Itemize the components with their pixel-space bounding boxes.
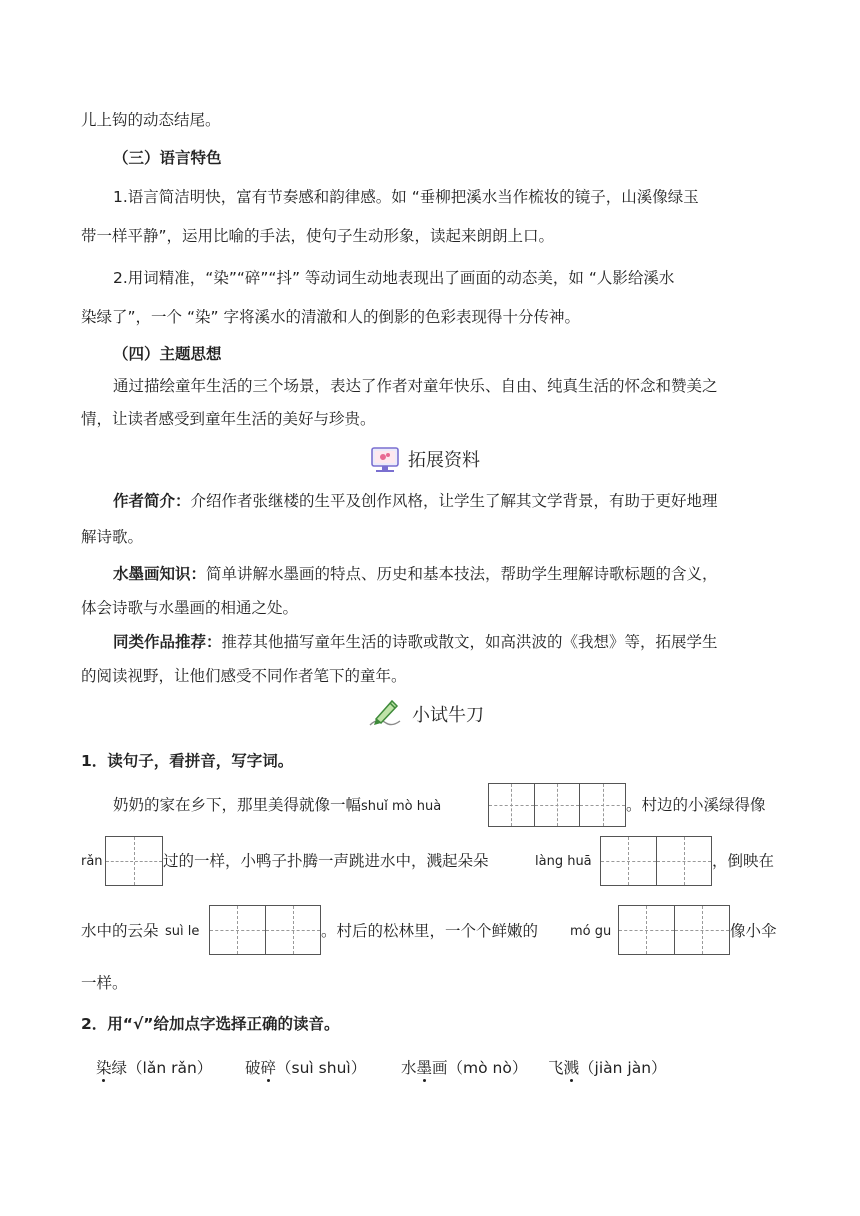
recommend-label: 同类作品推荐： [113, 633, 222, 651]
q1-row-1-text-a: 奶奶的家在乡下，那里美得就像一幅 [113, 796, 362, 814]
pinyin-ran: rǎn [81, 854, 103, 869]
paragraph-end: 儿上钩的动态结尾。 [81, 111, 221, 129]
recommend-line-1 [81, 631, 813, 653]
pinyin-shui-mo-hua: shuǐ mò huà [361, 799, 442, 814]
extended-material-heading: 拓展资料 [408, 450, 480, 471]
q1-row-3-text-c: 像小伞 [730, 922, 777, 940]
section-title-theme: （四）主题思想 [113, 345, 222, 363]
answer-box-shui-mo-hua[interactable] [488, 783, 626, 827]
answer-box-sui-le[interactable] [209, 905, 321, 955]
q1-row-1-text-b: 。村边的小溪绿得像 [626, 796, 766, 814]
language-point-1-line-2: 带一样平静”，运用比喻的手法，使句子生动形象，读起来朗朗上口。 [81, 227, 555, 245]
option-fei-jian[interactable]: 飞溅（jiàn jàn） [548, 1059, 667, 1077]
answer-box-ran[interactable] [105, 836, 163, 886]
option-ran-lv[interactable]: 染绿（lǎn rǎn） [96, 1059, 213, 1077]
dotted-char: 溅 [563, 1059, 580, 1077]
theme-line-2: 情，让读者感受到童年生活的美好与珍贵。 [81, 410, 376, 428]
q1-row-3-text-b: 。村后的松林里，一个个鲜嫩的 [321, 922, 539, 940]
recommend-text: 推荐其他描写童年生活的诗歌或散文，如高洪波的《我想》等，拓展学生 [221, 633, 718, 651]
author-intro-text: 介绍作者张继楼的生平及创作风格，让学生了解其文学背景，有助于更好地理 [190, 492, 718, 510]
option-po-sui[interactable]: 破碎（suì shuì） [245, 1059, 367, 1077]
ink-painting-text: 简单讲解水墨画的特点、历史和基本技法，帮助学生理解诗歌标题的含义， [206, 565, 718, 583]
pinyin-lang-hua: làng huā [535, 854, 592, 869]
question-1-title: 1．读句子，看拼音，写字词。 [81, 752, 294, 770]
ink-painting-label: 水墨画知识： [113, 565, 207, 583]
recommend-line-2: 的阅读视野，让他们感受不同作者笔下的童年。 [81, 667, 407, 685]
pinyin-mo-gu: mó gu [570, 924, 612, 939]
dotted-char: 碎 [260, 1059, 277, 1077]
author-intro-line-2: 解诗歌。 [81, 528, 144, 546]
language-point-2-line-1: 2.用词精准，“染”“碎”“抖” 等动词生动地表现出了画面的动态美，如 “人影给溪水 [113, 269, 675, 287]
option-shui-mo-hua[interactable]: 水墨画（mò nò） [401, 1059, 528, 1077]
author-intro-label: 作者简介： [113, 492, 191, 510]
q1-row-3-text-a: 水中的云朵 [81, 922, 159, 940]
section-title-language: （三）语言特色 [113, 149, 222, 167]
question-2-title: 2．用“√”给加点字选择正确的读音。 [81, 1015, 340, 1033]
q1-row-2-text-a: 过的一样，小鸭子扑腾一声跳进水中，溅起朵朵 [163, 852, 489, 870]
screen-icon [370, 446, 400, 474]
answer-box-mo-gu[interactable] [618, 905, 730, 955]
ink-painting-line-2: 体会诗歌与水墨画的相通之处。 [81, 599, 299, 617]
author-intro-line-1 [81, 490, 813, 512]
dotted-char: 染 [96, 1059, 112, 1077]
q1-row-2-text-b: ，倒映在 [712, 852, 775, 870]
theme-line-1: 通过描绘童年生活的三个场景，表达了作者对童年快乐、自由、纯真生活的怀念和赞美之 [113, 377, 718, 395]
pinyin-sui-le: suì le [165, 924, 200, 939]
language-point-1-line-1: 1.语言简洁明快，富有节奏感和韵律感。如 “垂柳把溪水当作梳妆的镜子，山溪像绿玉 [113, 188, 699, 206]
answer-box-lang-hua[interactable] [600, 836, 712, 886]
dotted-char: 墨 [416, 1059, 433, 1077]
quiz-heading: 小试牛刀 [412, 705, 484, 726]
language-point-2-line-2: 染绿了”，一个 “染” 字将溪水的清澈和人的倒影的色彩表现得十分传神。 [81, 308, 580, 326]
q1-row-4: 一样。 [81, 974, 128, 992]
ink-painting-line-1 [81, 563, 813, 585]
pen-icon [366, 697, 404, 729]
